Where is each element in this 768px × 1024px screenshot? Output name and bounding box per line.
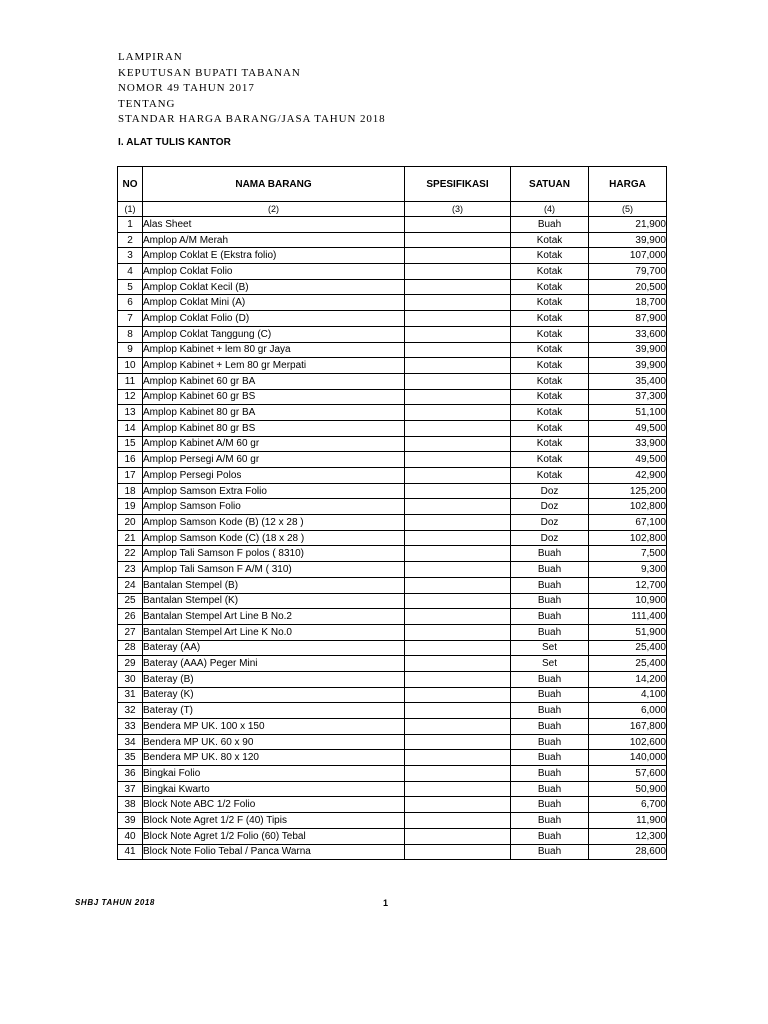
table-row xyxy=(118,264,667,280)
cell-nama: Block Note ABC 1/2 Folio xyxy=(143,797,405,813)
header-line: KEPUTUSAN BUPATI TABANAN xyxy=(118,66,301,79)
cell-nama: Amplop Coklat Folio xyxy=(143,264,405,280)
cell-satuan: Kotak xyxy=(511,358,589,374)
cell-no: 28 xyxy=(118,640,143,656)
cell-spek xyxy=(405,546,511,562)
cell-spek xyxy=(405,326,511,342)
cell-spek xyxy=(405,828,511,844)
header-spesifikasi: SPESIFIKASI xyxy=(405,167,511,202)
cell-nama: Amplop Coklat Folio (D) xyxy=(143,311,405,327)
cell-no: 2 xyxy=(118,232,143,248)
cell-harga: 4,100 xyxy=(589,687,667,703)
cell-nama: Amplop Kabinet 60 gr BA xyxy=(143,373,405,389)
cell-satuan: Kotak xyxy=(511,405,589,421)
column-number: (3) xyxy=(405,202,511,217)
cell-nama: Block Note Agret 1/2 F (40) Tipis xyxy=(143,813,405,829)
cell-satuan: Kotak xyxy=(511,248,589,264)
cell-spek xyxy=(405,624,511,640)
table-row xyxy=(118,436,667,452)
header-line: STANDAR HARGA BARANG/JASA TAHUN 2018 xyxy=(118,113,386,126)
cell-harga: 125,200 xyxy=(589,483,667,499)
cell-satuan: Doz xyxy=(511,499,589,515)
cell-harga: 18,700 xyxy=(589,295,667,311)
cell-no: 24 xyxy=(118,577,143,593)
cell-nama: Bingkai Kwarto xyxy=(143,781,405,797)
header-satuan: SATUAN xyxy=(511,167,589,202)
cell-nama: Block Note Folio Tebal / Panca Warna xyxy=(143,844,405,860)
cell-no: 23 xyxy=(118,562,143,578)
cell-satuan: Doz xyxy=(511,530,589,546)
cell-satuan: Buah xyxy=(511,562,589,578)
cell-nama: Amplop Coklat E (Ekstra folio) xyxy=(143,248,405,264)
cell-satuan: Doz xyxy=(511,483,589,499)
table-row xyxy=(118,311,667,327)
cell-nama: Bingkai Folio xyxy=(143,766,405,782)
cell-satuan: Buah xyxy=(511,719,589,735)
cell-harga: 35,400 xyxy=(589,373,667,389)
cell-no: 22 xyxy=(118,546,143,562)
table-row xyxy=(118,624,667,640)
cell-satuan: Buah xyxy=(511,750,589,766)
cell-nama: Amplop Coklat Mini (A) xyxy=(143,295,405,311)
cell-harga: 167,800 xyxy=(589,719,667,735)
cell-nama: Amplop Samson Extra Folio xyxy=(143,483,405,499)
cell-satuan: Set xyxy=(511,640,589,656)
cell-spek xyxy=(405,766,511,782)
table-row xyxy=(118,358,667,374)
cell-harga: 6,000 xyxy=(589,703,667,719)
column-number: (5) xyxy=(589,202,667,217)
cell-spek xyxy=(405,530,511,546)
cell-spek xyxy=(405,640,511,656)
cell-spek xyxy=(405,264,511,280)
cell-nama: Bendera MP UK. 100 x 150 xyxy=(143,719,405,735)
cell-spek xyxy=(405,703,511,719)
cell-no: 37 xyxy=(118,781,143,797)
cell-nama: Amplop Samson Kode (B) (12 x 28 ) xyxy=(143,515,405,531)
table-row xyxy=(118,405,667,421)
cell-spek xyxy=(405,609,511,625)
cell-spek xyxy=(405,577,511,593)
column-number: (1) xyxy=(118,202,143,217)
column-number: (4) xyxy=(511,202,589,217)
table-row xyxy=(118,577,667,593)
cell-no: 25 xyxy=(118,593,143,609)
table-row xyxy=(118,499,667,515)
cell-no: 13 xyxy=(118,405,143,421)
cell-spek xyxy=(405,295,511,311)
cell-no: 18 xyxy=(118,483,143,499)
table-row xyxy=(118,844,667,860)
cell-no: 12 xyxy=(118,389,143,405)
cell-harga: 51,100 xyxy=(589,405,667,421)
table-row xyxy=(118,703,667,719)
cell-no: 33 xyxy=(118,719,143,735)
table-row xyxy=(118,420,667,436)
header-line: NOMOR 49 TAHUN 2017 xyxy=(118,82,255,95)
cell-no: 31 xyxy=(118,687,143,703)
table-row xyxy=(118,797,667,813)
cell-harga: 12,300 xyxy=(589,828,667,844)
cell-spek xyxy=(405,248,511,264)
table-row xyxy=(118,734,667,750)
cell-no: 6 xyxy=(118,295,143,311)
cell-harga: 102,600 xyxy=(589,734,667,750)
cell-harga: 50,900 xyxy=(589,781,667,797)
cell-satuan: Kotak xyxy=(511,452,589,468)
cell-satuan: Buah xyxy=(511,577,589,593)
cell-spek xyxy=(405,734,511,750)
cell-nama: Amplop Coklat Tanggung (C) xyxy=(143,326,405,342)
cell-satuan: Buah xyxy=(511,593,589,609)
cell-spek xyxy=(405,405,511,421)
cell-spek xyxy=(405,483,511,499)
cell-nama: Amplop A/M Merah xyxy=(143,232,405,248)
cell-spek xyxy=(405,389,511,405)
cell-satuan: Kotak xyxy=(511,295,589,311)
cell-no: 26 xyxy=(118,609,143,625)
cell-no: 35 xyxy=(118,750,143,766)
cell-harga: 20,500 xyxy=(589,279,667,295)
table-row xyxy=(118,530,667,546)
table-row xyxy=(118,342,667,358)
cell-satuan: Buah xyxy=(511,624,589,640)
cell-harga: 21,900 xyxy=(589,217,667,233)
table-row xyxy=(118,373,667,389)
cell-no: 36 xyxy=(118,766,143,782)
cell-nama: Bateray (T) xyxy=(143,703,405,719)
table-row xyxy=(118,562,667,578)
cell-satuan: Buah xyxy=(511,546,589,562)
cell-nama: Bantalan Stempel Art Line B No.2 xyxy=(143,609,405,625)
cell-no: 10 xyxy=(118,358,143,374)
table-row xyxy=(118,279,667,295)
cell-nama: Amplop Kabinet + lem 80 gr Jaya xyxy=(143,342,405,358)
cell-spek xyxy=(405,358,511,374)
cell-no: 30 xyxy=(118,671,143,687)
cell-nama: Amplop Persegi A/M 60 gr xyxy=(143,452,405,468)
table-row xyxy=(118,766,667,782)
header-line: TENTANG xyxy=(118,97,176,110)
cell-harga: 111,400 xyxy=(589,609,667,625)
cell-spek xyxy=(405,750,511,766)
cell-satuan: Kotak xyxy=(511,326,589,342)
cell-spek xyxy=(405,217,511,233)
table-row xyxy=(118,750,667,766)
table-row xyxy=(118,781,667,797)
column-number: (2) xyxy=(143,202,405,217)
cell-nama: Bendera MP UK. 80 x 120 xyxy=(143,750,405,766)
cell-no: 11 xyxy=(118,373,143,389)
cell-nama: Bateray (K) xyxy=(143,687,405,703)
cell-satuan: Buah xyxy=(511,609,589,625)
cell-harga: 79,700 xyxy=(589,264,667,280)
table-row xyxy=(118,232,667,248)
cell-no: 4 xyxy=(118,264,143,280)
cell-nama: Amplop Kabinet 80 gr BS xyxy=(143,420,405,436)
cell-no: 15 xyxy=(118,436,143,452)
cell-nama: Amplop Coklat Kecil (B) xyxy=(143,279,405,295)
cell-satuan: Kotak xyxy=(511,436,589,452)
cell-no: 3 xyxy=(118,248,143,264)
cell-harga: 37,300 xyxy=(589,389,667,405)
cell-no: 17 xyxy=(118,468,143,484)
cell-spek xyxy=(405,719,511,735)
cell-satuan: Kotak xyxy=(511,373,589,389)
table-row xyxy=(118,248,667,264)
cell-nama: Block Note Agret 1/2 Folio (60) Tebal xyxy=(143,828,405,844)
cell-no: 29 xyxy=(118,656,143,672)
cell-harga: 28,600 xyxy=(589,844,667,860)
cell-harga: 87,900 xyxy=(589,311,667,327)
cell-no: 19 xyxy=(118,499,143,515)
cell-satuan: Set xyxy=(511,656,589,672)
cell-spek xyxy=(405,452,511,468)
cell-satuan: Buah xyxy=(511,813,589,829)
cell-satuan: Buah xyxy=(511,844,589,860)
table-row xyxy=(118,828,667,844)
cell-satuan: Kotak xyxy=(511,468,589,484)
cell-harga: 25,400 xyxy=(589,656,667,672)
cell-no: 20 xyxy=(118,515,143,531)
cell-harga: 107,000 xyxy=(589,248,667,264)
cell-nama: Bateray (AAA) Peger Mini xyxy=(143,656,405,672)
column-number-row xyxy=(118,202,667,217)
cell-no: 1 xyxy=(118,217,143,233)
cell-nama: Amplop Kabinet 60 gr BS xyxy=(143,389,405,405)
table-row xyxy=(118,687,667,703)
cell-satuan: Kotak xyxy=(511,232,589,248)
cell-nama: Amplop Samson Kode (C) (18 x 28 ) xyxy=(143,530,405,546)
cell-nama: Amplop Tali Samson F A/M ( 310) xyxy=(143,562,405,578)
cell-no: 34 xyxy=(118,734,143,750)
cell-nama: Bateray (B) xyxy=(143,671,405,687)
cell-nama: Amplop Kabinet 80 gr BA xyxy=(143,405,405,421)
cell-harga: 10,900 xyxy=(589,593,667,609)
cell-spek xyxy=(405,436,511,452)
cell-satuan: Buah xyxy=(511,734,589,750)
table-row xyxy=(118,656,667,672)
header-line: LAMPIRAN xyxy=(118,51,183,63)
header-no: NO xyxy=(118,167,143,202)
cell-satuan: Buah xyxy=(511,781,589,797)
cell-harga: 42,900 xyxy=(589,468,667,484)
cell-no: 8 xyxy=(118,326,143,342)
cell-spek xyxy=(405,687,511,703)
header-nama-barang: NAMA BARANG xyxy=(143,167,405,202)
cell-spek xyxy=(405,232,511,248)
cell-no: 14 xyxy=(118,420,143,436)
cell-nama: Bendera MP UK. 60 x 90 xyxy=(143,734,405,750)
cell-spek xyxy=(405,468,511,484)
cell-harga: 39,900 xyxy=(589,232,667,248)
cell-nama: Alas Sheet xyxy=(143,217,405,233)
cell-no: 5 xyxy=(118,279,143,295)
cell-satuan: Kotak xyxy=(511,420,589,436)
cell-no: 9 xyxy=(118,342,143,358)
cell-satuan: Buah xyxy=(511,703,589,719)
cell-spek xyxy=(405,420,511,436)
cell-harga: 12,700 xyxy=(589,577,667,593)
cell-harga: 39,900 xyxy=(589,342,667,358)
cell-nama: Bantalan Stempel (B) xyxy=(143,577,405,593)
cell-harga: 49,500 xyxy=(589,420,667,436)
cell-no: 32 xyxy=(118,703,143,719)
cell-nama: Amplop Kabinet A/M 60 gr xyxy=(143,436,405,452)
cell-satuan: Buah xyxy=(511,766,589,782)
table-row xyxy=(118,217,667,233)
cell-satuan: Kotak xyxy=(511,311,589,327)
cell-spek xyxy=(405,656,511,672)
table-body xyxy=(118,217,667,860)
cell-satuan: Kotak xyxy=(511,279,589,295)
cell-satuan: Doz xyxy=(511,515,589,531)
cell-spek xyxy=(405,813,511,829)
cell-spek xyxy=(405,373,511,389)
cell-nama: Bantalan Stempel Art Line K No.0 xyxy=(143,624,405,640)
cell-no: 27 xyxy=(118,624,143,640)
cell-nama: Amplop Kabinet + Lem 80 gr Merpati xyxy=(143,358,405,374)
cell-spek xyxy=(405,562,511,578)
cell-harga: 33,900 xyxy=(589,436,667,452)
table-row xyxy=(118,326,667,342)
cell-no: 39 xyxy=(118,813,143,829)
cell-no: 38 xyxy=(118,797,143,813)
cell-harga: 67,100 xyxy=(589,515,667,531)
cell-satuan: Kotak xyxy=(511,342,589,358)
cell-spek xyxy=(405,342,511,358)
cell-no: 21 xyxy=(118,530,143,546)
cell-satuan: Buah xyxy=(511,687,589,703)
table-row xyxy=(118,546,667,562)
table-row xyxy=(118,593,667,609)
cell-satuan: Kotak xyxy=(511,264,589,280)
cell-satuan: Buah xyxy=(511,797,589,813)
table-row xyxy=(118,389,667,405)
footer-label: SHBJ TAHUN 2018 xyxy=(75,898,155,907)
cell-harga: 6,700 xyxy=(589,797,667,813)
table-row xyxy=(118,468,667,484)
cell-harga: 140,000 xyxy=(589,750,667,766)
table-row xyxy=(118,719,667,735)
table-row xyxy=(118,483,667,499)
cell-satuan: Buah xyxy=(511,828,589,844)
cell-spek xyxy=(405,311,511,327)
section-title: I. ALAT TULIS KANTOR xyxy=(118,137,231,148)
cell-spek xyxy=(405,671,511,687)
table-row xyxy=(118,295,667,311)
table-row xyxy=(118,609,667,625)
cell-harga: 25,400 xyxy=(589,640,667,656)
cell-nama: Amplop Tali Samson F polos ( 8310) xyxy=(143,546,405,562)
cell-no: 16 xyxy=(118,452,143,468)
cell-nama: Bateray (AA) xyxy=(143,640,405,656)
table-row xyxy=(118,452,667,468)
cell-harga: 39,900 xyxy=(589,358,667,374)
cell-nama: Amplop Samson Folio xyxy=(143,499,405,515)
cell-harga: 102,800 xyxy=(589,530,667,546)
table-header-row xyxy=(118,167,667,202)
document-header xyxy=(118,50,538,128)
cell-harga: 49,500 xyxy=(589,452,667,468)
cell-no: 40 xyxy=(118,828,143,844)
table-row xyxy=(118,813,667,829)
cell-satuan: Buah xyxy=(511,217,589,233)
price-table xyxy=(117,166,667,860)
cell-harga: 33,600 xyxy=(589,326,667,342)
cell-satuan: Kotak xyxy=(511,389,589,405)
cell-spek xyxy=(405,797,511,813)
cell-harga: 51,900 xyxy=(589,624,667,640)
table-row xyxy=(118,671,667,687)
table-row xyxy=(118,515,667,531)
cell-harga: 7,500 xyxy=(589,546,667,562)
cell-satuan: Buah xyxy=(511,671,589,687)
cell-nama: Bantalan Stempel (K) xyxy=(143,593,405,609)
cell-harga: 102,800 xyxy=(589,499,667,515)
page-number: 1 xyxy=(383,898,389,908)
header-harga: HARGA xyxy=(589,167,667,202)
cell-harga: 57,600 xyxy=(589,766,667,782)
cell-spek xyxy=(405,593,511,609)
cell-spek xyxy=(405,515,511,531)
cell-spek xyxy=(405,844,511,860)
cell-nama: Amplop Persegi Polos xyxy=(143,468,405,484)
cell-no: 7 xyxy=(118,311,143,327)
cell-spek xyxy=(405,499,511,515)
table-row xyxy=(118,640,667,656)
cell-harga: 14,200 xyxy=(589,671,667,687)
cell-harga: 9,300 xyxy=(589,562,667,578)
cell-harga: 11,900 xyxy=(589,813,667,829)
cell-spek xyxy=(405,781,511,797)
cell-spek xyxy=(405,279,511,295)
cell-no: 41 xyxy=(118,844,143,860)
